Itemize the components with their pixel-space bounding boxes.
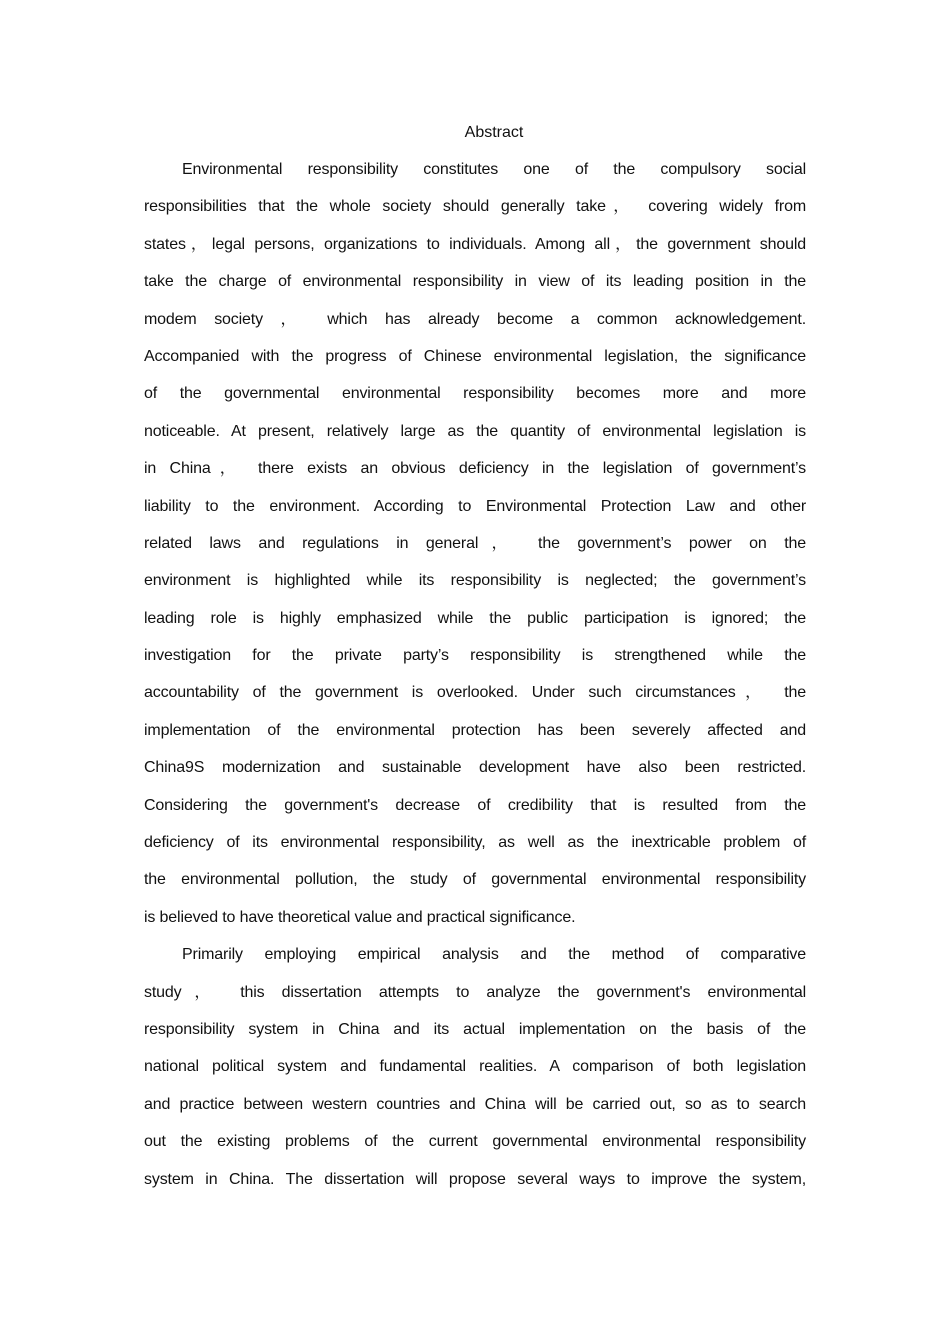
paragraph-line: in China， there exists an obvious deficiency in the legislation of government’s xyxy=(144,460,806,478)
paragraph-line: system in China. The dissertation will propose several ways to improve the system, xyxy=(144,1170,806,1188)
paragraph-line: Accompanied with the progress of Chinese environmental legislation, the significance xyxy=(144,347,806,365)
paragraph-line: take the charge of environmental responsibility in view of its leading position in the xyxy=(144,273,806,291)
paragraph-line: implementation of the environmental protection has been severely affected and xyxy=(144,721,806,739)
abstract-title: Abstract xyxy=(464,124,524,141)
paragraph-line: the environmental pollution, the study of governmental environmental responsibility xyxy=(144,871,806,889)
paragraph-line: liability to the environment. According to Environmental Protection Law and other xyxy=(144,497,806,515)
paragraph-line: study， this dissertation attempts to analyze the government's environmental xyxy=(144,983,806,1001)
paragraph-line: responsibility system in China and its actual implementation on the basis of the xyxy=(144,1020,806,1038)
paragraph-line: national political system and fundamental realities. A comparison of both legislation xyxy=(144,1058,806,1076)
paragraph-line: China9S modernization and sustainable development have also been restricted. xyxy=(144,759,806,777)
paragraph-line: noticeable. At present, relatively large as the quantity of environmental legislation is xyxy=(144,422,806,440)
paragraph-line: accountability of the government is overlooked. Under such circumstances， the xyxy=(144,684,806,702)
paragraph-line: related laws and regulations in general， the government’s power on the xyxy=(144,534,806,552)
paragraph-line: is believed to have theoretical value and practical significance. xyxy=(144,908,576,926)
paragraph-line: deficiency of its environmental responsibility, as well as the inextricable problem of xyxy=(144,834,806,852)
paragraph-line: modem society ， which has already become a common acknowledgement. xyxy=(144,310,806,328)
paragraph-line: out the existing problems of the current governmental environmental responsibility xyxy=(144,1133,806,1151)
paragraph-line: and practice between western countries and China will be carried out, so as to search xyxy=(144,1095,806,1113)
paragraph-line: leading role is highly emphasized while the public participation is ignored; the xyxy=(144,609,806,627)
paragraph-line: investigation for the private party’s responsibility is strengthened while the xyxy=(144,647,806,665)
paragraph-line: Considering the government's decrease of credibility that is resulted from the xyxy=(144,796,806,814)
paragraph-line: Environmental responsibility constitutes one of the compulsory social xyxy=(182,161,806,178)
paragraph-line: environment is highlighted while its responsibility is neglected; the government’s xyxy=(144,572,806,590)
paragraph-line: responsibilities that the whole society should generally take， covering widely from xyxy=(144,198,806,216)
paragraph-line: states，legal persons, organizations to individuals. Among all，the government should xyxy=(144,235,806,253)
paragraph-line: of the governmental environmental responsibility becomes more and more xyxy=(144,385,806,403)
abstract-body xyxy=(144,157,806,1204)
paragraph-line: Primarily employing empirical analysis and the method of comparative xyxy=(182,946,806,964)
